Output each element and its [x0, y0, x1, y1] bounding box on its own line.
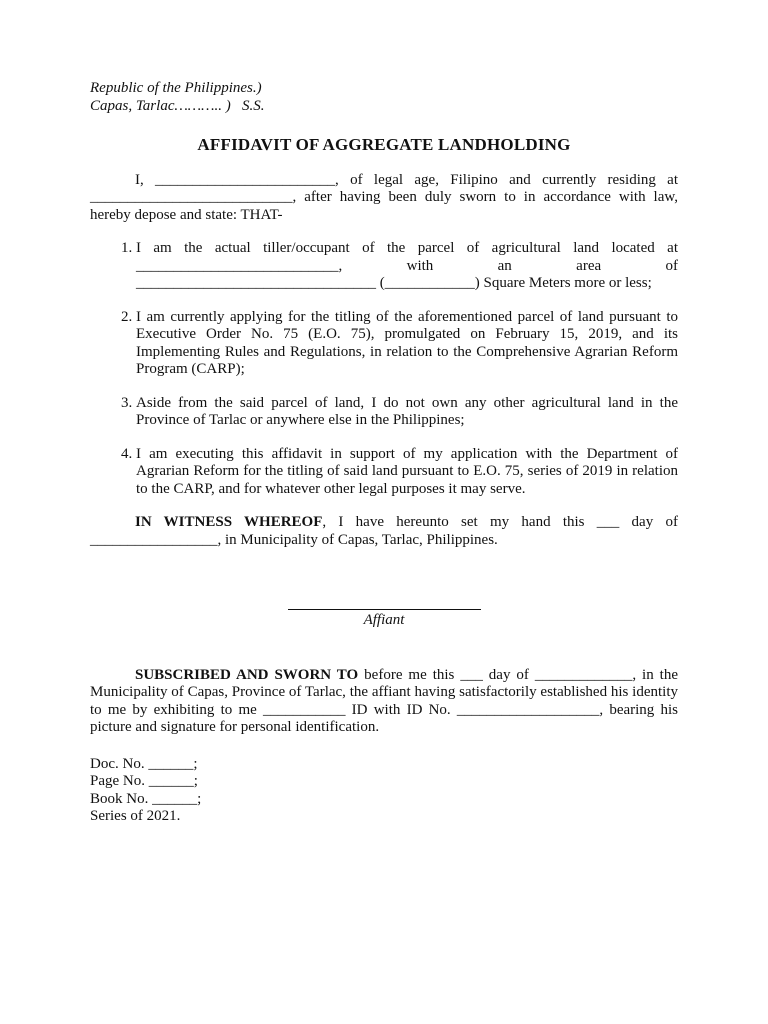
jurat-paragraph: [90, 667, 678, 737]
signature-block: [90, 609, 678, 630]
document-title: AFFIDAVIT OF AGGREGATE LANDHOLDING: [197, 135, 571, 154]
intro-text: I, ________________________, of legal age, Filipino and currently residing at ___________________________, after having been duly sworn to in accordance with law, hereby depose and state: THAT-: [90, 171, 678, 223]
statement-item-4: 4. I am executing this affidavit in support of my application with the Department of Agrarian Reform for the titling of said land pursuant to E.O. 75, series of 2019 in relation to the CARP, and for whatever other legal purposes it may serve.: [136, 446, 678, 499]
notarial-register: [90, 756, 678, 826]
venue-block: [90, 80, 678, 115]
page-number: Page No. ______;: [90, 773, 198, 789]
statement-item-1: 1. I am the actual tiller/occupant of the parcel of agricultural land located at ___________________________, with an area of ________________________________ (____________) Square Meters more or less;: [136, 240, 678, 293]
statement-list: [90, 240, 678, 498]
doc-number: Doc. No. ______;: [90, 755, 198, 772]
witness-paragraph: [90, 514, 678, 549]
venue-line-1: Republic of the Philippines.): [90, 80, 262, 96]
book-number: Book No. ______;: [90, 790, 202, 807]
jurat-text: before me this ___ day of _____________, in the Municipality of Capas, Province of Tarlac, the affiant having satisfactorily established his identity to me by exhibiting to me ___________ ID with ID No. ___________________, bearing his picture and signature for personal identification.: [90, 666, 679, 735]
statement-item-3: 3. Aside from the said parcel of land, I do not own any other agricultural land in the Province of Tarlac or anywhere else in the Philippines;: [136, 395, 678, 430]
affiant-label: Affiant: [363, 612, 405, 628]
witness-lead: IN WITNESS WHEREOF: [135, 514, 323, 530]
jurat-lead: SUBSCRIBED AND SWORN TO: [135, 666, 359, 683]
statement-item-2: 2. I am currently applying for the titling of the aforementioned parcel of land pursuant to Executive Order No. 75 (E.O. 75), promulgated on February 15, 2019, and its Implementing Rules and Regulations, in relation to the Comprehensive Agrarian Reform Program (CARP);: [136, 309, 678, 379]
intro-paragraph: [90, 172, 678, 225]
signature-line: [288, 609, 481, 610]
venue-line-2: Capas, Tarlac……….. ) S.S.: [90, 97, 265, 114]
witness-text: , I have hereunto set my hand this ___ day of _________________, in Municipality of Capas, Tarlac, Philippines.: [90, 514, 678, 548]
series-year: Series of 2021.: [90, 808, 181, 824]
